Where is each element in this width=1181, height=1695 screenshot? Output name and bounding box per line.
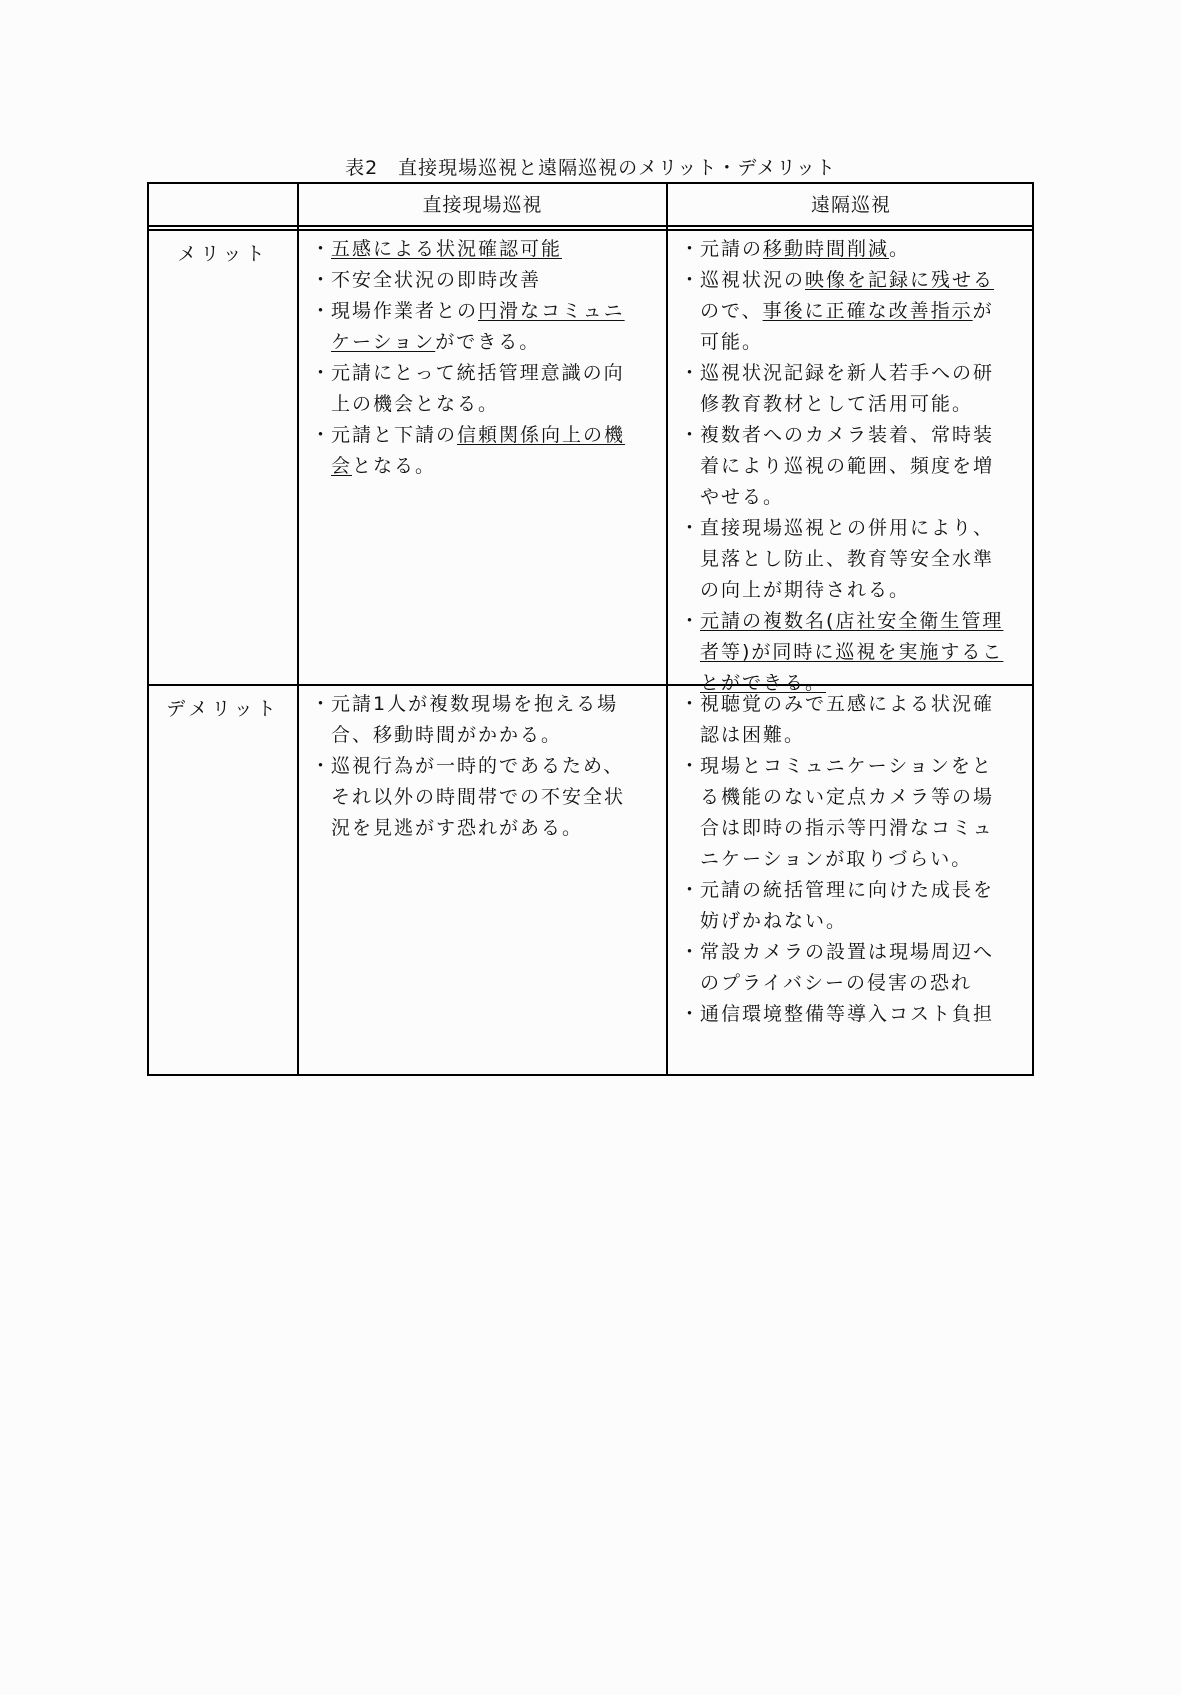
list-item [301, 234, 634, 265]
bullet-icon: ・ [311, 693, 333, 715]
table-caption: 表2 直接現場巡視と遠隔巡視のメリット・デメリット [345, 157, 836, 179]
bullet-icon: ・ [680, 755, 702, 777]
list-item [670, 875, 1010, 937]
item-text: 視聴覚のみで五感による状況確認は困難。 [700, 693, 995, 746]
bullet-icon: ・ [311, 424, 333, 446]
cell-demerit-remote [670, 689, 1010, 1030]
header-blank [149, 184, 297, 226]
cell-merit-direct [301, 234, 634, 482]
item-text: ので、 [700, 300, 763, 322]
header-direct: 直接現場巡視 [422, 194, 543, 216]
bullet-icon: ・ [680, 1003, 702, 1025]
underlined-text: 円滑なコミュニケーション [331, 300, 625, 353]
item-text: 元請の [700, 238, 764, 260]
bullet-icon: ・ [311, 755, 333, 777]
header-remote: 遠隔巡視 [810, 194, 891, 216]
list-item [301, 265, 634, 296]
list-item [670, 265, 1010, 358]
item-text: となる。 [352, 455, 437, 477]
bullet-icon: ・ [680, 610, 702, 632]
column-divider-2 [666, 184, 668, 1074]
list-item [670, 689, 1010, 751]
bullet-icon: ・ [680, 238, 702, 260]
bullet-icon: ・ [311, 269, 333, 291]
item-text: 複数者へのカメラ装着、常時装着により巡視の範囲、頻度を増やせる。 [700, 424, 995, 508]
list-item [670, 234, 1010, 265]
underlined-text: 事後に正確な改善指示 [762, 300, 973, 322]
item-text: 巡視状況の [700, 269, 806, 291]
list-item [301, 751, 634, 844]
item-text: 元請1人が複数現場を抱える場合、移動時間がかかる。 [331, 693, 619, 746]
list-item [301, 420, 634, 482]
bullet-icon: ・ [680, 879, 702, 901]
underlined-text: 映像を記録に残せる [805, 269, 995, 291]
item-text: 。 [889, 238, 911, 260]
item-text: 現場とコミュニケーションをとる機能のない定点カメラ等の場合は即時の指示等円滑なコミュニケーションが取りづらい。 [700, 755, 995, 870]
underlined-text: 信頼関係向上の機会 [331, 424, 626, 477]
bullet-icon: ・ [680, 693, 702, 715]
item-text: 元請と下請の [331, 424, 458, 446]
bullet-icon: ・ [311, 362, 333, 384]
row-label-demerit: デメリット [166, 698, 280, 720]
item-text: 不安全状況の即時改善 [331, 269, 542, 291]
item-text: 巡視状況記録を新人若手への研修教育教材として活用可能。 [700, 362, 995, 415]
list-item [670, 937, 1010, 999]
list-item [670, 358, 1010, 420]
bullet-icon: ・ [311, 238, 333, 260]
item-text: が可能。 [700, 300, 994, 353]
item-text: 常設カメラの設置は現場周辺へのプライバシーの侵害の恐れ [700, 941, 995, 994]
comparison-table [147, 182, 1034, 1076]
bullet-icon: ・ [680, 941, 702, 963]
bullet-icon: ・ [680, 517, 702, 539]
list-item [670, 999, 1010, 1030]
underlined-text: 移動時間削減 [763, 238, 890, 260]
item-text: 元請の統括管理に向けた成長を妨げかねない。 [700, 879, 995, 932]
list-item [301, 689, 634, 751]
list-item [670, 751, 1010, 875]
item-text: 直接現場巡視との併用により、見落とし防止、教育等安全水準の向上が期待される。 [700, 517, 995, 601]
list-item [670, 606, 1010, 699]
bullet-icon: ・ [680, 424, 702, 446]
list-item [301, 358, 634, 420]
item-text: 通信環境整備等導入コスト負担 [700, 1003, 995, 1025]
cell-demerit-direct [301, 689, 634, 844]
bullet-icon: ・ [680, 269, 702, 291]
list-item [301, 296, 634, 358]
item-text: ができる。 [435, 331, 541, 353]
underlined-text: 五感による状況確認可能 [331, 238, 563, 260]
item-text: 巡視行為が一時的であるため、それ以外の時間帯での不安全状況を見逃がす恐れがある。 [331, 755, 626, 839]
item-text: 現場作業者との [331, 300, 479, 322]
column-divider-1 [297, 184, 299, 1074]
list-item [670, 420, 1010, 513]
row-label-merit: メリット [177, 243, 269, 265]
item-text: 元請にとって統括管理意識の向上の機会となる。 [331, 362, 625, 415]
list-item [670, 513, 1010, 606]
underlined-text: 元請の複数名(店社安全衛生管理者等)が同時に巡視を実施することができる。 [700, 610, 1004, 694]
bullet-icon: ・ [311, 300, 333, 322]
header-divider-bottom [149, 229, 1032, 231]
cell-merit-remote [670, 234, 1010, 699]
bullet-icon: ・ [680, 362, 702, 384]
